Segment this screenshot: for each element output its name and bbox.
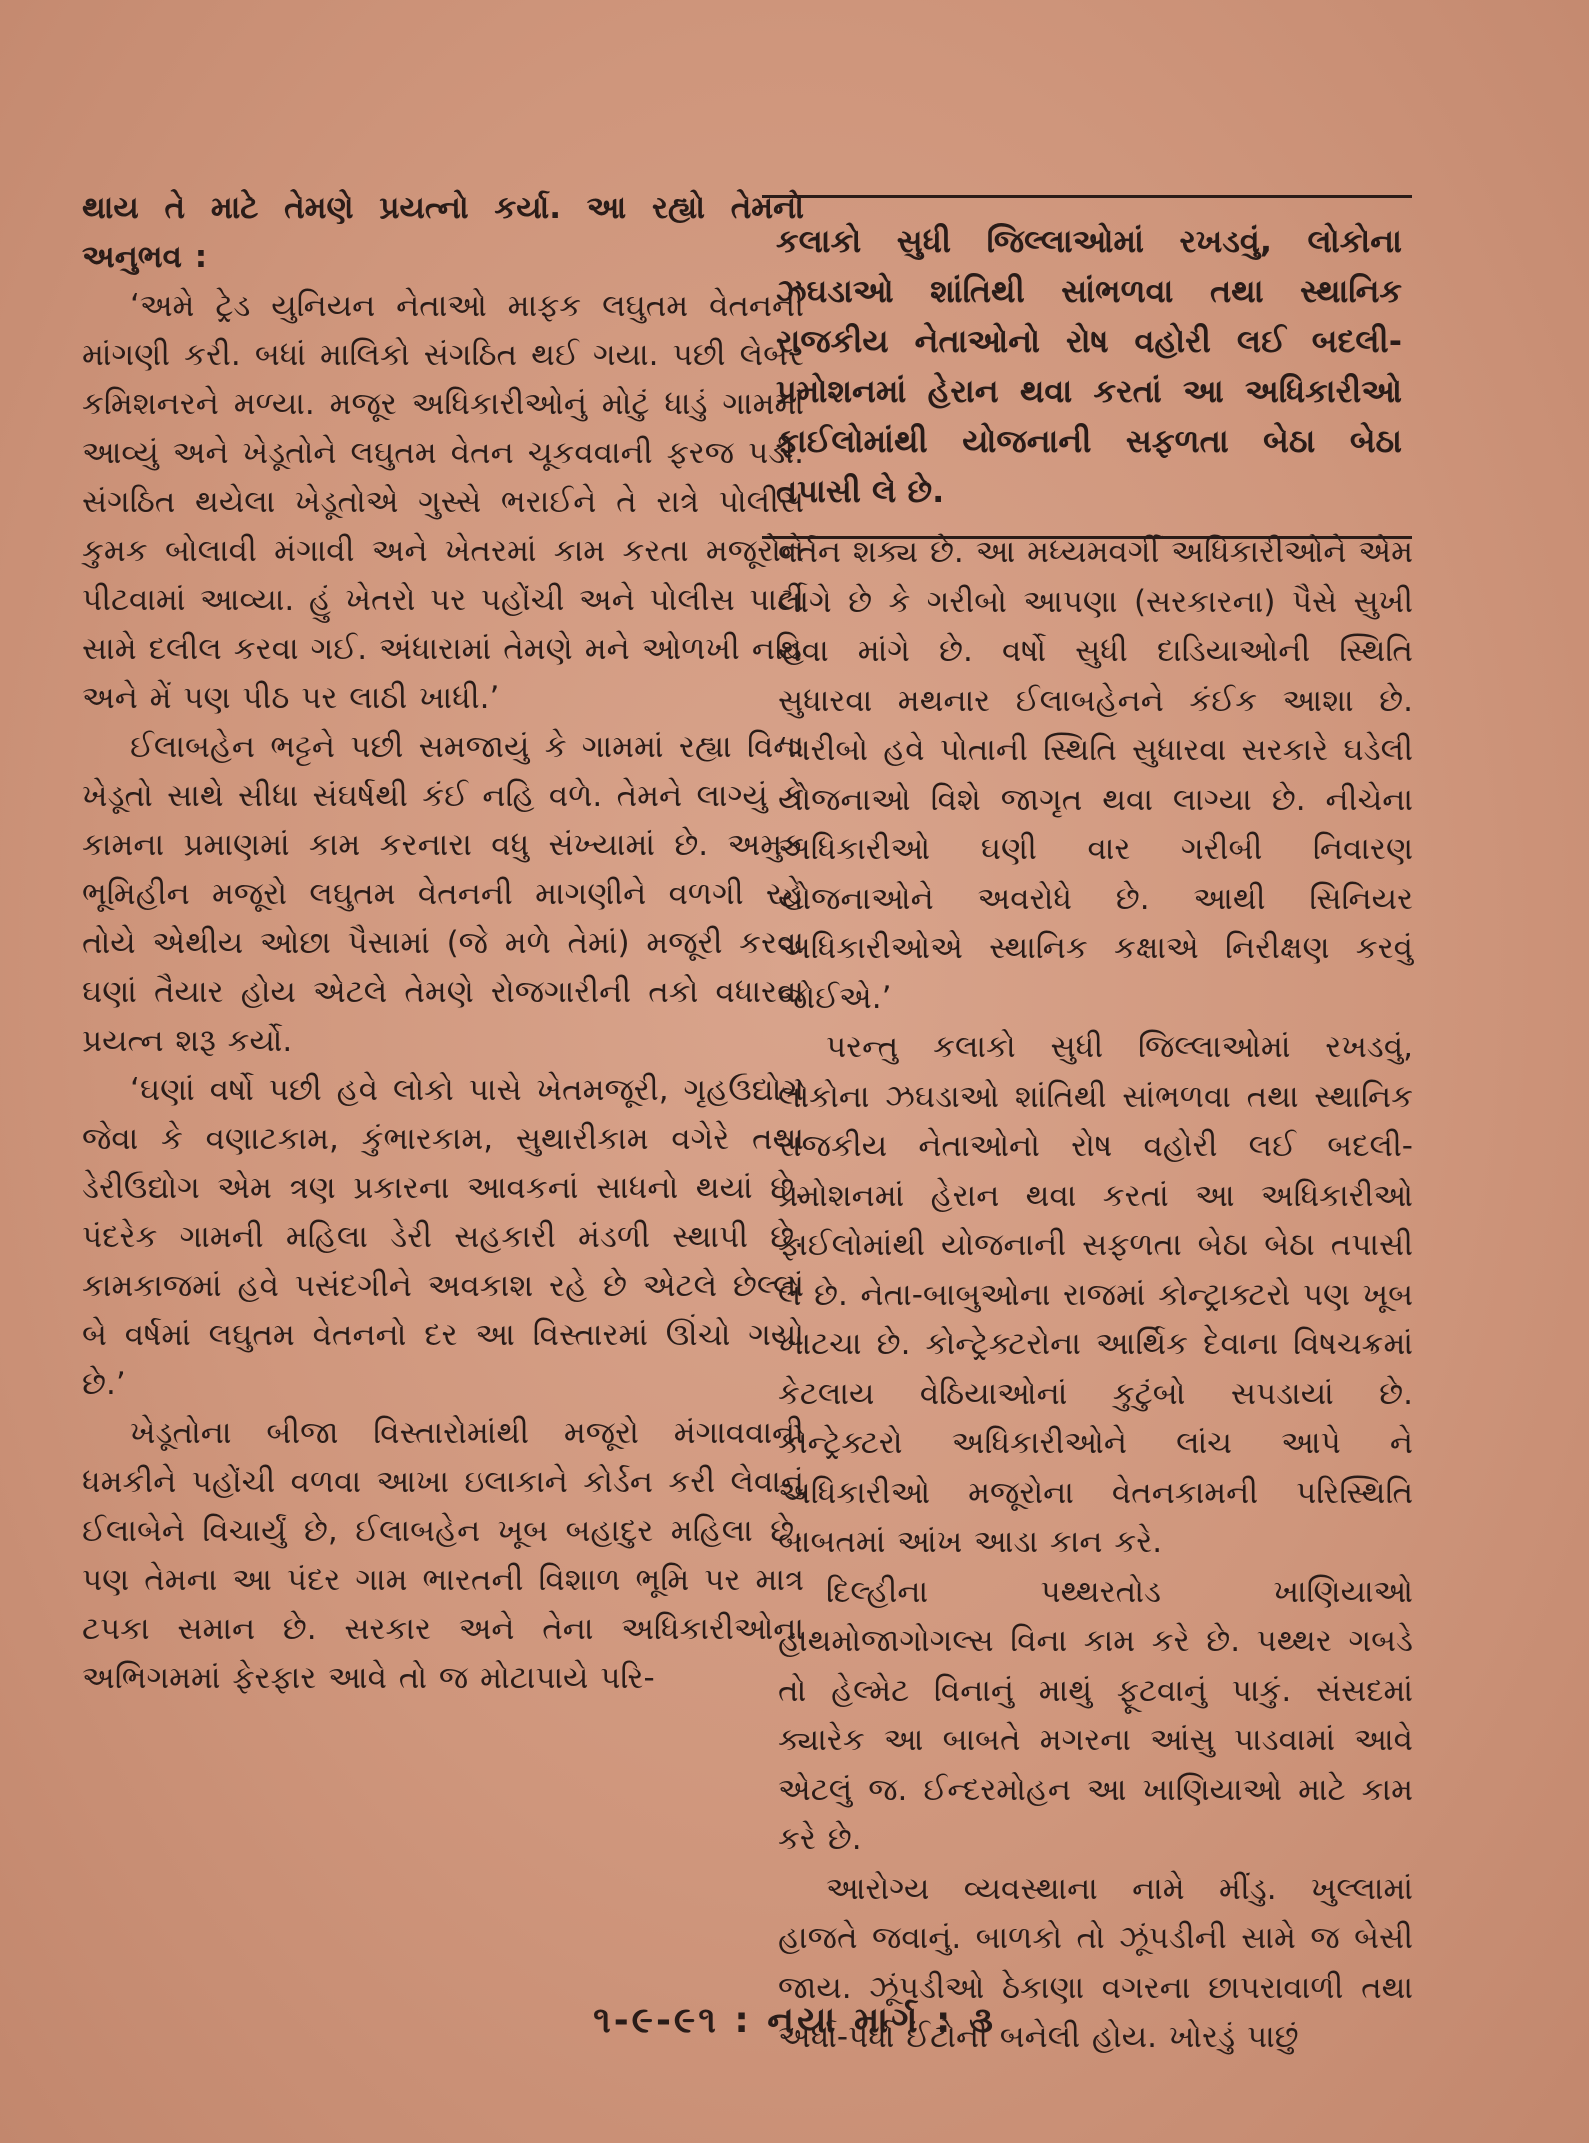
page-footer: ૧-૯-૯૧ : નયા માર્ગ : ૩ <box>593 2000 996 2041</box>
right-paragraph-3: દિલ્હીના પથ્થરતોડ ખાણિયાઓ હાથમોજાગોગલ્સ વિના કામ કરે છે. પથ્થર ગબડે તો હેલ્મેટ વિનાનું માથું ફૂટવાનું પાકું. સંસદમાં ક્યારેક આ બાબતે મગરના આંસુ પાડવામાં આવે એટલું જ. ઈન્દરમોહન આ ખાણિયાઓ માટે કામ કરે છે. <box>778 1573 1413 1857</box>
left-column <box>82 184 804 1703</box>
left-paragraph-2: ‘અમે ટ્રેડ યુનિયન નેતાઓ માફક લઘુતમ વેતનની માંગણી કરી. બધાં માલિકો સંગઠિત થઈ ગયા. પછી લેબર કમિશનરને મળ્યા. મજૂર અધિકારીઓનું મોટું ધાડું ગામમાં આવ્યું અને ખેડૂતોને લઘુતમ વેતન ચૂકવવાની ફરજ પડી. સંગઠિત થયેલા ખેડૂતોએ ગુસ્સે ભરાઈને તે રાત્રે પોલીસ કુમક બોલાવી મંગાવી અને ખેતરમાં કામ કરતા મજૂરોને પીટવામાં આવ્યા. હું ખેતરો પર પહોંચી અને પોલીસ પાર્ટી સામે દલીલ કરવા ગઈ. અંધારામાં તેમણે મને ઓળખી નહિ અને મેં પણ પીઠ પર લાઠી ખાધી.’ <box>82 288 804 716</box>
left-paragraph-4: ‘ઘણાં વર્ષો પછી હવે લોકો પાસે ખેતમજૂરી, ગૃહઉદ્યોગ જેવા કે વણાટકામ, કુંભારકામ, સુથારીકામ વગેરે તથા ડેરીઉદ્યોગ એમ ત્રણ પ્રકારના આવકનાં સાધનો થયાં છે. પંદરેક ગામની મહિલા ડેરી સહકારી મંડળી સ્થાપી છે. કામકાજમાં હવે પસંદગીને અવકાશ રહે છે એટલે છેલ્લાં બે વર્ષમાં લઘુતમ વેતનનો દર આ વિસ્તારમાં ઊંચો ગયો છે.’ <box>82 1072 804 1402</box>
right-paragraph-1: વર્તન શક્ય છે. આ મધ્યમવર્ગી અધિકારીઓને એમ લાગે છે કે ગરીબો આપણા (સરકારના) પૈસે સુખી થવા માંગે છે. વર્ષો સુધી દાડિયાઓની સ્થિતિ સુધારવા મથનાર ઈલાબહેનને કંઈક આશા છે. ‘ગરીબો હવે પોતાની સ્થિતિ સુધારવા સરકારે ઘડેલી યોજનાઓ વિશે જાગૃત થવા લાગ્યા છે. નીચેના અધિકારીઓ ઘણી વાર ગરીબી નિવારણ યોજનાઓને અવરોધે છે. આથી સિનિયર અધિકારીઓએ સ્થાનિક કક્ષાએ નિરીક્ષણ કરવું જોઈએ.’ <box>778 534 1413 1016</box>
left-paragraph-3: ઈલાબહેન ભટ્ટને પછી સમજાયું કે ગામમાં રહ્યા વિના ખેડૂતો સાથે સીધા સંઘર્ષથી કંઈ નહિ વળે. તેમને લાગ્યું કે કામના પ્રમાણમાં કામ કરનારા વધુ સંખ્યામાં છે. અમુક ભૂમિહીન મજૂરો લઘુતમ વેતનની માગણીને વળગી રહે તોયે એથીય ઓછા પૈસામાં (જે મળે તેમાં) મજૂરી કરવા ઘણાં તૈયાર હોય એટલે તેમણે રોજગારીની તકો વધારવા પ્રયત્ન શરૂ કર્યો. <box>82 729 804 1059</box>
right-paragraph-4: આરોગ્ય વ્યવસ્થાના નામે મીંડુ. ખુલ્લામાં હાજતે જવાનું. બાળકો તો ઝૂંપડીની સામે જ બેસી જાય. ઝૂંપડીઓ ઠેકાણા વગરના છાપરાવાળી તથા અર્ધા-પર્ધા ઈંટોની બનેલી હોય. ખોરડું પાછું <box>778 1870 1413 2055</box>
pull-quote: કલાકો સુધી જિલ્લાઓમાં રખડવું, લોકોના ઝઘડાઓ શાંતિથી સાંભળવા તથા સ્થાનિક રાજકીય નેતાઓનો રોષ વહોરી લઈ બદલી-પ્રમોશનમાં હેરાન થવા કરતાં આ અધિકારીઓ ફાઈલોમાંથી યોજનાની સફળતા બેઠા બેઠા તપાસી લે છે. <box>762 195 1412 539</box>
left-paragraph-1: થાય તે માટે તેમણે પ્રયત્નો કર્યા. આ રહ્યો તેમનો અનુભવ : <box>82 190 804 275</box>
right-column <box>778 528 1413 2063</box>
left-paragraph-5: ખેડૂતોના બીજા વિસ્તારોમાંથી મજૂરો મંગાવવાની ધમકીને પહોંચી વળવા આખા ઇલાકાને કોર્ડન કરી લેવાનું ઈલાબેને વિચાર્યું છે, ઈલાબહેન ખૂબ બહાદુર મહિલા છે. પણ તેમના આ પંદર ગામ ભારતની વિશાળ ભૂમિ પર માત્ર ટપકા સમાન છે. સરકાર અને તેના અધિકારીઓના અભિગમમાં ફેરફાર આવે તો જ મોટાપાયે પરિ- <box>82 1415 804 1696</box>
right-paragraph-2: પરન્તુ કલાકો સુધી જિલ્લાઓમાં રખડવું, લોકોના ઝઘડાઓ શાંતિથી સાંભળવા તથા સ્થાનિક રાજકીય નેતાઓનો રોષ વહોરી લઈ બદલી-પ્રમોશનમાં હેરાન થવા કરતાં આ અધિકારીઓ ફાઈલોમાંથી યોજનાની સફળતા બેઠા બેઠા તપાસી લે છે. નેતા-બાબુઓના રાજમાં કોન્ટ્રાક્ટરો પણ ખૂબ ખાટચા છે. કોન્ટ્રેક્ટરોના આર્થિક દેવાના વિષચક્રમાં કેટલાય વેઠિયાઓનાં કુટુંબો સપડાયાં છે. કોન્ટ્રેક્ટરો અધિકારીઓને લાંચ આપે ને અધિકારીઓ મજૂરોના વેતનકામની પરિસ્થિતિ બાબતમાં આંખ આડા કાન કરે. <box>778 1029 1413 1560</box>
